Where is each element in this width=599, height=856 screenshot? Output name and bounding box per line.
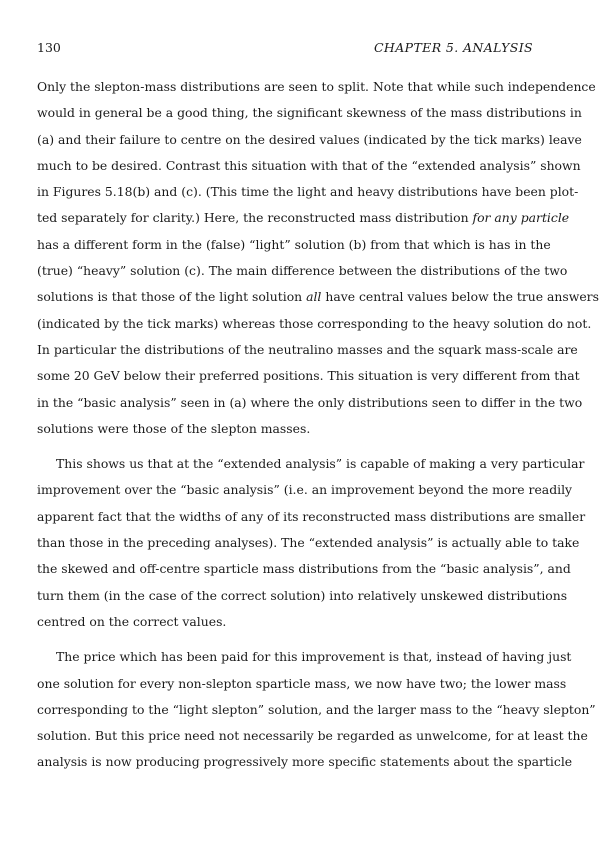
emphasis: for any particle xyxy=(472,210,570,226)
text-line: The price which has been paid for this improvement is that, instead of having just xyxy=(56,649,572,665)
text-line: solution. But this price need not necessarily be regarded as unwelcome, for at least the xyxy=(37,728,588,744)
text-line: (true) “heavy” solution (c). The main difference between the distributions of the two xyxy=(37,263,568,279)
running-head: CHAPTER 5. ANALYSIS xyxy=(373,40,533,55)
text-line: apparent fact that the widths of any of its reconstructed mass distributions are smaller xyxy=(37,508,586,524)
paragraph xyxy=(37,644,596,775)
text-line: in the “basic analysis” seen in (a) where the only distributions seen to differ in the two xyxy=(37,394,583,410)
text-line: In particular the distributions of the neutralino masses and the squark mass-scale are xyxy=(37,341,578,357)
text-line: ted separately for clarity.) Here, the reconstructed mass distribution for any particle xyxy=(37,210,570,226)
text-line: corresponding to the “light slepton” solution, and the larger mass to the “heavy slepton” xyxy=(37,701,596,717)
text-line: (indicated by the tick marks) whereas those corresponding to the heavy solution do not. xyxy=(37,315,592,331)
text-line: centred on the correct values. xyxy=(37,613,227,629)
text-line: Only the slepton-mass distributions are seen to split. Note that while such independence xyxy=(37,79,596,94)
text-line: than those in the preceding analyses). The “extended analysis” is actually able to take xyxy=(37,535,580,551)
text-line: solutions were those of the slepton masses. xyxy=(37,420,311,436)
page-header xyxy=(37,40,533,60)
text-line: in Figures 5.18(b) and (c). (This time the light and heavy distributions have been plot- xyxy=(37,184,579,200)
text-line: the skewed and off-centre sparticle mass distributions from the “basic analysis”, and xyxy=(37,561,571,577)
text-line: would in general be a good thing, the significant skewness of the mass distributions in xyxy=(37,105,582,121)
text-line: some 20 GeV below their preferred positions. This situation is very different from that xyxy=(37,368,580,384)
text-line: analysis is now producing progressively more specific statements about the sparticle xyxy=(37,754,573,770)
text-line: one solution for every non-slepton sparticle mass, we now have two; the lower mass xyxy=(37,675,567,691)
paragraph xyxy=(37,74,599,442)
emphasis: all xyxy=(306,289,322,305)
text-line: This shows us that at the “extended analysis” is capable of making a very particular xyxy=(56,456,585,472)
text-line: has a different form in the (false) “light” solution (b) from that which is has in the xyxy=(37,236,551,252)
text-line: improvement over the “basic analysis” (i.e. an improvement beyond the more readily xyxy=(37,482,573,498)
text-line: much to be desired. Contrast this situation with that of the “extended analysis” shown xyxy=(37,157,581,173)
body-text xyxy=(37,74,599,776)
page-number: 130 xyxy=(37,40,61,55)
text-line: (a) and their failure to centre on the desired values (indicated by the tick marks) leave xyxy=(37,131,582,147)
text-line: turn them (in the case of the correct solution) into relatively unskewed distributions xyxy=(37,587,568,603)
text-line: solutions is that those of the light solution all have central values below the true answers xyxy=(37,289,599,305)
paragraph xyxy=(37,451,586,635)
